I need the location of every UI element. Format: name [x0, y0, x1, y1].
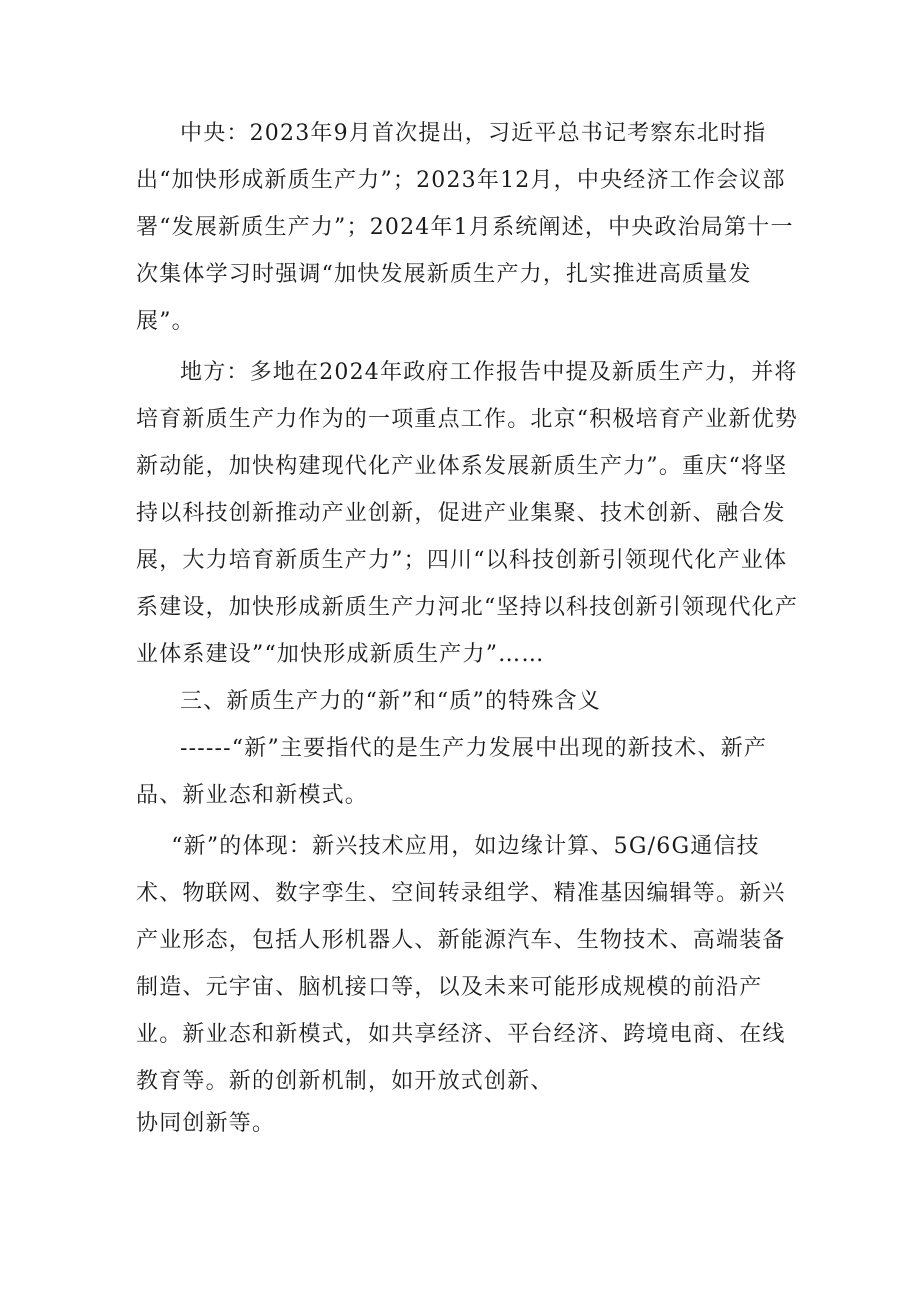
document-page — [136, 110, 801, 1143]
paragraph-new-manifestation: “新”的体现：新兴技术应用，如边缘计算、5G/6G通信技术、物联网、数字孪生、空间转录组学、精准基因编辑等。新兴产业形态，包括人形机器人、新能源汽车、生物技术、高端装备制造、元宇宙、脑机接口等，以及未来可能形成规模的前沿产业。新业态和新模式，如共享经济、平台经济、跨境电商、在线教育等。新的创新机制，如开放式创新、 — [136, 834, 786, 1094]
paragraph-tail: 协同创新等。 — [136, 1111, 276, 1136]
paragraph-central: 中央：2023年9月首次提出，习近平总书记考察东北时指出“加快形成新质生产力”；2023年12月，中央经济工作会议部署“发展新质生产力”；2024年1月系统阐述，中央政治局第十一次集体学习时强调“加快发展新质生产力，扎实推进高质量发展”。 — [136, 121, 794, 334]
paragraph-new-definition: ------“新”主要指代的是生产力发展中出现的新技术、新产品、新业态和新模式。 — [136, 736, 768, 808]
paragraph-local: 地方：多地在2024年政府工作报告中提及新质生产力，并将培育新质生产力作为的一项重点工作。北京“积极培育产业新优势新动能，加快构建现代化产业体系发展新质生产力”。重庆“将坚持以科技创新推动产业创新，促进产业集聚、技术创新、融合发展，大力培育新质生产力”；四川“以科技创新引领现代化产业体系建设，加快形成新质生产力河北“坚持以科技创新引领现代化产业体系建设”“加快形成新质生产力”…… — [136, 360, 799, 667]
section-heading: 三、新质生产力的“新”和“质”的特殊含义 — [180, 689, 601, 714]
